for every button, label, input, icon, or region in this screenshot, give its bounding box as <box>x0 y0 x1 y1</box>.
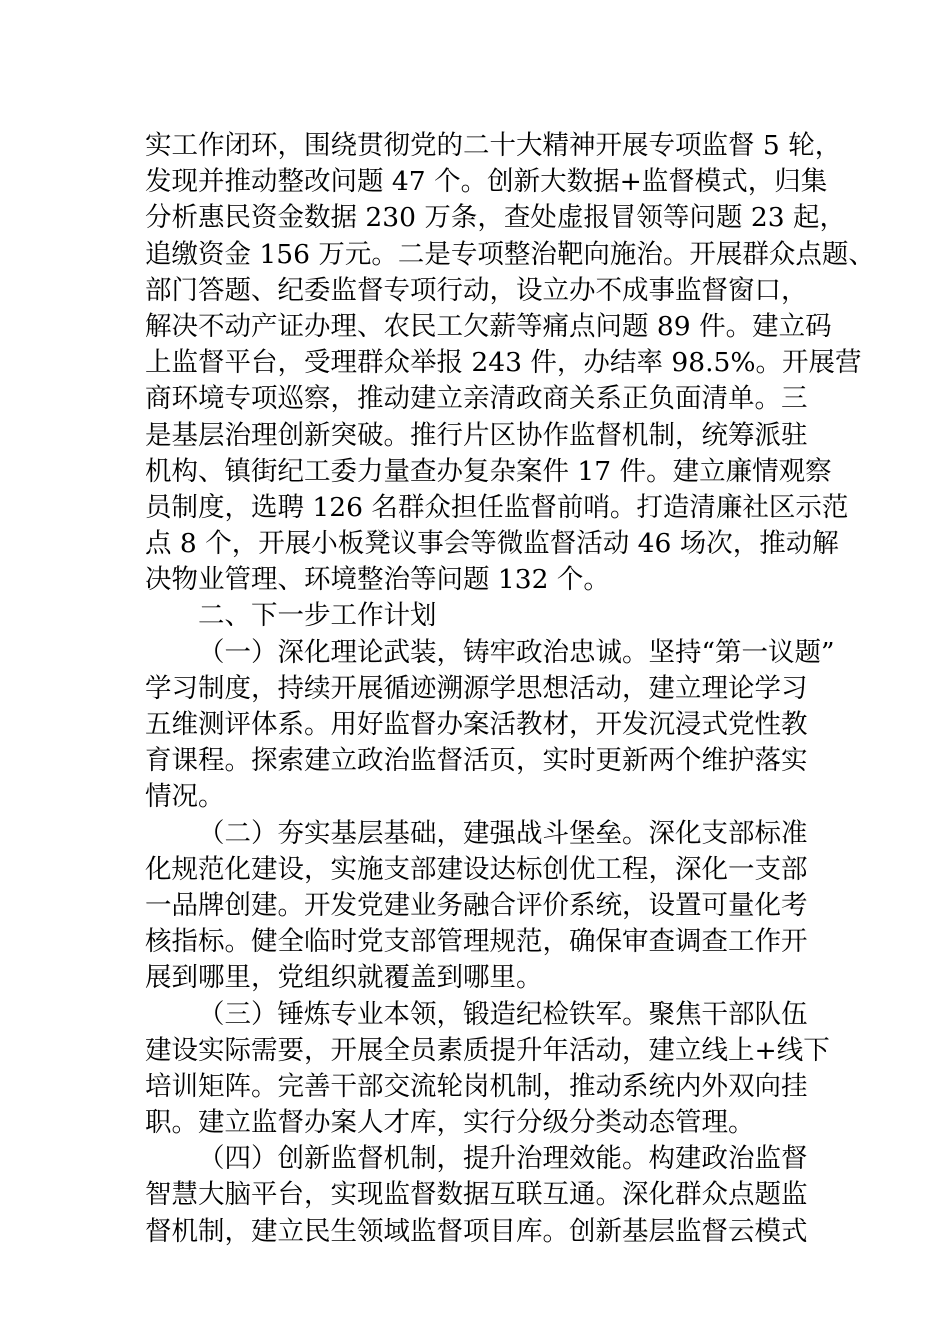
text-line: 实工作闭环，围绕贯彻党的二十大精神开展专项监督 5 轮， <box>145 130 842 161</box>
text-line: 部门答题、纪委监督专项行动，设立办不成事监督窗口， <box>145 274 808 306</box>
text-line: 五维测评体系。用好监督办案活教材，开发沉浸式党性教 <box>145 709 808 740</box>
text-line: 展到哪里，党组织就覆盖到哪里。 <box>145 962 543 994</box>
text-line: 督机制，建立民生领域监督项目库。创新基层监督云模式 <box>145 1215 808 1247</box>
text-line: 化规范化建设，实施支部建设达标创优工程，深化一支部 <box>145 853 808 885</box>
text-line: 学习制度，持续开展循迹溯源学思想活动，建立理论学习 <box>145 672 808 704</box>
text-line: （一）深化理论武装，铸牢政治忠诚。坚持“第一议题” <box>198 636 835 668</box>
text-line: （二）夯实基层基础，建强战斗堡垒。深化支部标准 <box>198 817 808 849</box>
text-line: 决物业管理、环境整治等问题 132 个。 <box>145 564 610 596</box>
text-line: 智慧大脑平台，实现监督数据互联互通。深化群众点题监 <box>145 1179 808 1211</box>
text-line: 发现并推动整改问题 47 个。创新大数据+监督模式，归集 <box>145 166 828 198</box>
text-line: 机构、镇街纪工委力量查办复杂案件 17 件。建立廉情观察 <box>145 455 832 487</box>
text-line: （三）锤炼专业本领，锻造纪检铁军。聚焦干部队伍 <box>198 998 808 1030</box>
text-line: 上监督平台，受理群众举报 243 件，办结率 98.5%。开展营 <box>145 347 862 379</box>
plan-item-4 <box>145 1141 810 1250</box>
text-line: 育课程。探索建立政治监督活页，实时更新两个维护落实 <box>145 745 808 777</box>
text-line: 核指标。健全临时党支部管理规范，确保审查调查工作开 <box>145 926 808 958</box>
text-line: 解决不动产证办理、农民工欠薪等痛点问题 89 件。建立码 <box>145 310 832 342</box>
text-line: 点 8 个，开展小板凳议事会等微监督活动 46 场次，推动解 <box>145 528 839 560</box>
text-line: 分析惠民资金数据 230 万条，查处虚报冒领等问题 23 起， <box>145 202 846 234</box>
plan-item-1 <box>145 635 835 816</box>
text-line: 情况。 <box>145 781 225 813</box>
plan-item-2 <box>145 816 810 997</box>
text-line: 职。建立监督办案人才库，实行分级分类动态管理。 <box>145 1107 755 1139</box>
text-line: 追缴资金 156 万元。二是专项整治靶向施治。开展群众点题、 <box>145 238 875 270</box>
text-line: 建设实际需要，开展全员素质提升年活动，建立线上+线下 <box>145 1034 830 1066</box>
paragraph-summary <box>145 128 875 598</box>
text-line: （四）创新监督机制，提升治理效能。构建政治监督 <box>198 1143 808 1175</box>
text-line: 培训矩阵。完善干部交流轮岗机制，推动系统内外双向挂 <box>145 1070 808 1102</box>
document-body <box>145 128 875 1250</box>
section-heading-text: 二、下一步工作计划 <box>198 600 437 632</box>
plan-item-3 <box>145 997 830 1142</box>
text-line: 商环境专项巡察，推动建立亲清政商关系正负面清单。三 <box>145 383 808 415</box>
text-line: 一品牌创建。开发党建业务融合评价系统，设置可量化考 <box>145 889 808 921</box>
text-line: 员制度，选聘 126 名群众担任监督前哨。打造清廉社区示范 <box>145 491 849 523</box>
section-heading <box>145 598 810 634</box>
text-line: 是基层治理创新突破。推行片区协作监督机制，统筹派驻 <box>145 419 808 451</box>
